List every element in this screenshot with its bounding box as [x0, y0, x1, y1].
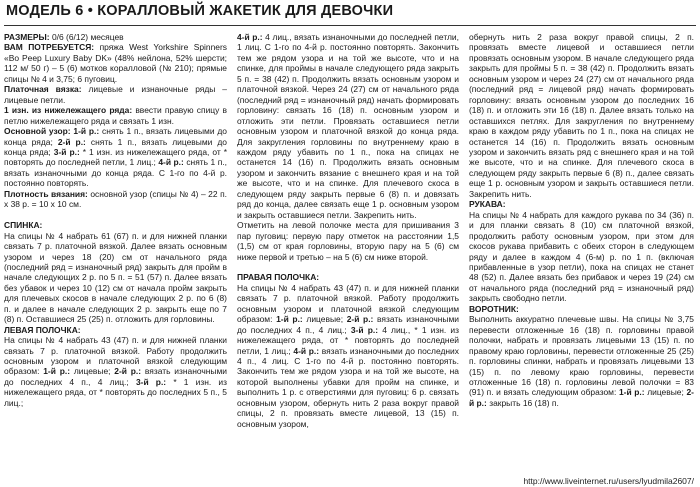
source-watermark: http://www.liveinternet.ru/users/lyudmila2607/ [523, 476, 694, 486]
row-label: 2-й р.: [346, 314, 374, 325]
model-number: МОДЕЛЬ 6 [6, 3, 84, 19]
row-text: * 1 изн. из нижележащего ряда, от * повторять до последних 5 п., 5 лиц.; [4, 376, 227, 408]
row-label: 3-й р.: [350, 324, 379, 335]
column-2 [237, 32, 459, 480]
title-bullet: • [87, 3, 93, 19]
button-marks: Отметить на левой полочке места для пришивания 3 пар пуговиц: первую пару отметок на расстоянии 1,5 (1,5) см от края горловины, вторую пару на 5 (6) см ниже первой и третью – на 5 (6) см ниже второй. [237, 220, 459, 262]
row-text: 4 лиц., вязать изнаночными до последней петли, 1 лиц. С 1-го по 4-й р. постоянно повторять. Закончить тем же рядом узора и на той же высоте, что и на спинке, для проймы в начале следующего ряда закрыть 5 п. = 38 (42) п. Продолжить вязать основным узором и платочной вязкой. Через 24 (27) см от начального ряда (последний ряд = изнаночный ряд) начать формировать горловину: связать 16 (18) п. основным узором и отложить эти петли. Провязать оставшиеся петли основным узором и платочной вязкой до конца ряда. Для закругления горловины по внутреннему краю в каждом ряду убавить по 1 п., пока на спицах не останется 14 (16) п. Продолжить вязать основным узором и закончить вязание с внешнего края и на той же высоте, что и на спинке. Для плечевого скоса в следующем ряду закрыть первые 6 (8) п. и довязать ряд до конца, далее связать еще 1 р. основным узором и закрыть оставшиеся петли. Закрепить нить. [237, 32, 459, 220]
section-collar-text [469, 314, 694, 408]
row-label: 1-й р.: [618, 387, 645, 398]
title-text: КОРАЛЛОВЫЙ ЖАКЕТИК ДЛЯ ДЕВОЧКИ [97, 3, 394, 19]
column-3 [469, 32, 694, 480]
purl-below-label: 1 изн. из нижележащего ряда: [4, 105, 133, 116]
gauge-text: основной узор (спицы № 4) – 22 п. x 38 р. = 10 x 10 см. [4, 188, 227, 210]
row-label: 1-й р.: [43, 366, 71, 377]
section-collar-heading: ВОРОТНИК: [469, 303, 519, 314]
section-sleeves-text: На спицы № 4 набрать для каждого рукава по 34 (36) п. и для планки связать 8 (10) см платочной вязкой, продолжить работу основным узором, при этом для скосов рукава прибавить с обеих сторон в следующем ряду и далее в каждом 4 (6-м) р. по 1 п. (включая прибавленные в узор петли), пока на спицах не станет 48 (52) п. Далее вязать без прибавок и через 19 (24) см от начального ряда (последний ряд = изнаночный ряд) закрыть свободно петли. [469, 209, 694, 304]
row-text: лицевые; [647, 387, 684, 398]
purl-below [4, 105, 227, 126]
row-text: закрыть 16 (18) п. [489, 397, 559, 408]
row-label: 2-й р.: [469, 387, 694, 408]
row-text: снять 1 п., вязать лицевыми до конца ряда; [4, 126, 227, 147]
row-text: вязать изнаночными до последних 4 п., 4 лиц.; [4, 366, 227, 387]
collar-intro: Выполнить аккуратно плечевые швы. На спицы № 3,75 перевести отложенные 16 (18) п. горловины правой полочки, набрать и провязать лицевыми 13 (15) п. по правому краю горловины, перевести отложенные 25 (25) п. горловины спинки, набрать и провязать лицевыми 13 (15) п. по левому краю горловины, перевести отложенные 16 (18) п. горловины левой полочки = 83 (91) п. и вязать следующим образом: [469, 314, 694, 398]
row-label: 1-й р.: [73, 126, 100, 137]
right-front-intro: На спицы № 4 набрать 43 (47) п. и для нижней планки связать 7 р. платочной вязкой. Работу продолжить основным узором и платочной вязкой следующим образом: [237, 282, 459, 325]
row-text: снять 1 п., вязать лицевыми до конца ряда; [4, 136, 227, 157]
main-pattern-label: Основной узор: [4, 126, 71, 137]
garter-label: Платочная вязка: [4, 84, 82, 95]
sizes-label: РАЗМЕРЫ: [4, 32, 50, 42]
section-left-front-text [4, 335, 227, 408]
section-back-heading: СПИНКА: [4, 220, 43, 231]
row-text: * 1 изн. из нижележащего ряда, от * повторять до последней петли, 1 лиц.; [4, 146, 227, 168]
section-right-front-text [237, 283, 459, 429]
garter-text: лицевые и изнаночные ряды – лицевые петли. [4, 84, 227, 105]
row-label: 1-й р.: [276, 314, 303, 325]
right-front-continued: обернуть нить 2 раза вокруг правой спицы, 2 п. провязать вместе лицевой и оставшиеся петли провязать основным узором. В начале следующего ряда закрыть для проймы 5 п. = 38 (42) п. Продолжить вязать основным узором и через 24 (27) см от начального ряда (последний ряд = лицевой ряд) начать формировать горловину: вязать основным узором до последних 16 (18) п. и отложить эти 16 (18) п. Далее вязать только на оставшихся петлях. Для закругления по внутреннему краю в каждом ряду убавить по 1 п., пока на спицах не останется 14 (16) п. Продолжить вязать основным узором и закончить вязать ряд с внешнего края и на той же высоте, что и на спинке. Для плечевого скоса в следующем ряду закрыть первые 6 (8) п., далее связать еще 1 р. основным узором и закрыть оставшиеся петли. Закрепить нить. [469, 32, 694, 199]
section-back-text: На спицы № 4 набрать 61 (67) п. и для нижней планки связать 7 р. платочной вязкой. Далее вязать основным узором и через 18 (20) см от начального ряда (последний ряд = изнаночный ряд) закрыть для пройм в начале следующих 2 р. по 5 п. = 51 (57) п. Далее вязать без убавок и через 10 (12) см от начала пройм закрыть для плечевых скосов в начале следующих 2 р. по 6 (8) п. и далее в начале следующих 2 р. закрыть еще по 7 (8) п. Оставшиеся 25 (25) п. отложить для горловины. [4, 230, 227, 325]
materials-text: пряжа West Yorkshire Spinners «Bo Peep Luxury Baby DK» (48% нейлона, 52% шерсти; 112 м/ 50 г) – 5 (6) мотков коралловой (№ 210); прямые спицы № 4 и 3,75; 6 пуговиц. [4, 42, 227, 84]
main-pattern [4, 126, 227, 189]
left-front-intro: На спицы № 4 набрать 43 (47) п. и для нижней планки связать 7 р. платочной вязкой. Работу продолжить основным узором и платочной вязкой следующим образом: [4, 335, 227, 377]
gauge [4, 189, 227, 210]
column-1 [4, 32, 227, 480]
row-text: 4 лиц., * 1 изн. из нижележащего ряда, от * повторять до последней петли, 1 лиц.; [237, 324, 459, 356]
garter-stitch [4, 84, 227, 105]
article-body [4, 32, 696, 480]
page-title [6, 3, 696, 23]
row-label: 3-й р.: [135, 376, 167, 387]
row-text: лицевые; [73, 366, 111, 377]
purl-below-text: ввести правую спицу в петлю нижележащего ряда и связать 1 изн. [4, 105, 227, 126]
row-text: лицевые; [306, 314, 344, 325]
sizes [4, 32, 227, 42]
section-sleeves-heading: РУКАВА: [469, 199, 506, 210]
row-label: 3-й р.: [53, 146, 80, 157]
materials-label: ВАМ ПОТРЕБУЕТСЯ: [4, 42, 95, 53]
gauge-label: Плотность вязания: [4, 188, 88, 199]
left-front-continued [237, 32, 459, 220]
row-text: вязать изнаночными до последних 4 п., 4 лиц. С 1-го по 4-й р. постоянно повторять. Закончить тем же рядом узора и на той же высоте, на которой выполнены убавки для пройм на спинке, и выполнить 1 р. с отверстиями для пуговиц: 6 р. связать основным узором, обернуть нить 2 раза вокруг правой спицы, 2 п. провязать вместе лицевой, 13 (15) п. основным узором, [237, 345, 459, 429]
sizes-text: 0/6 (6/12) месяцев [51, 32, 124, 42]
section-left-front-heading: ЛЕВАЯ ПОЛОЧКА: [4, 324, 81, 335]
row-label: 4-й р.: [237, 32, 263, 42]
materials [4, 42, 227, 84]
row-label: 4-й р.: [158, 157, 184, 168]
row-label: 4-й р.: [293, 345, 320, 356]
row-text: снять 1 п., вязать изнаночными до конца ряда. С 1-го по 4-й р. постоянно повторять. [4, 157, 227, 189]
section-right-front-heading: ПРАВАЯ ПОЛОЧКА: [237, 272, 320, 283]
row-label: 2-й р.: [57, 136, 86, 147]
row-label: 2-й р.: [114, 366, 142, 377]
row-text: вязать изнаночными до последних 4 п., 4 лиц.; [237, 314, 459, 335]
title-rule [4, 25, 696, 26]
